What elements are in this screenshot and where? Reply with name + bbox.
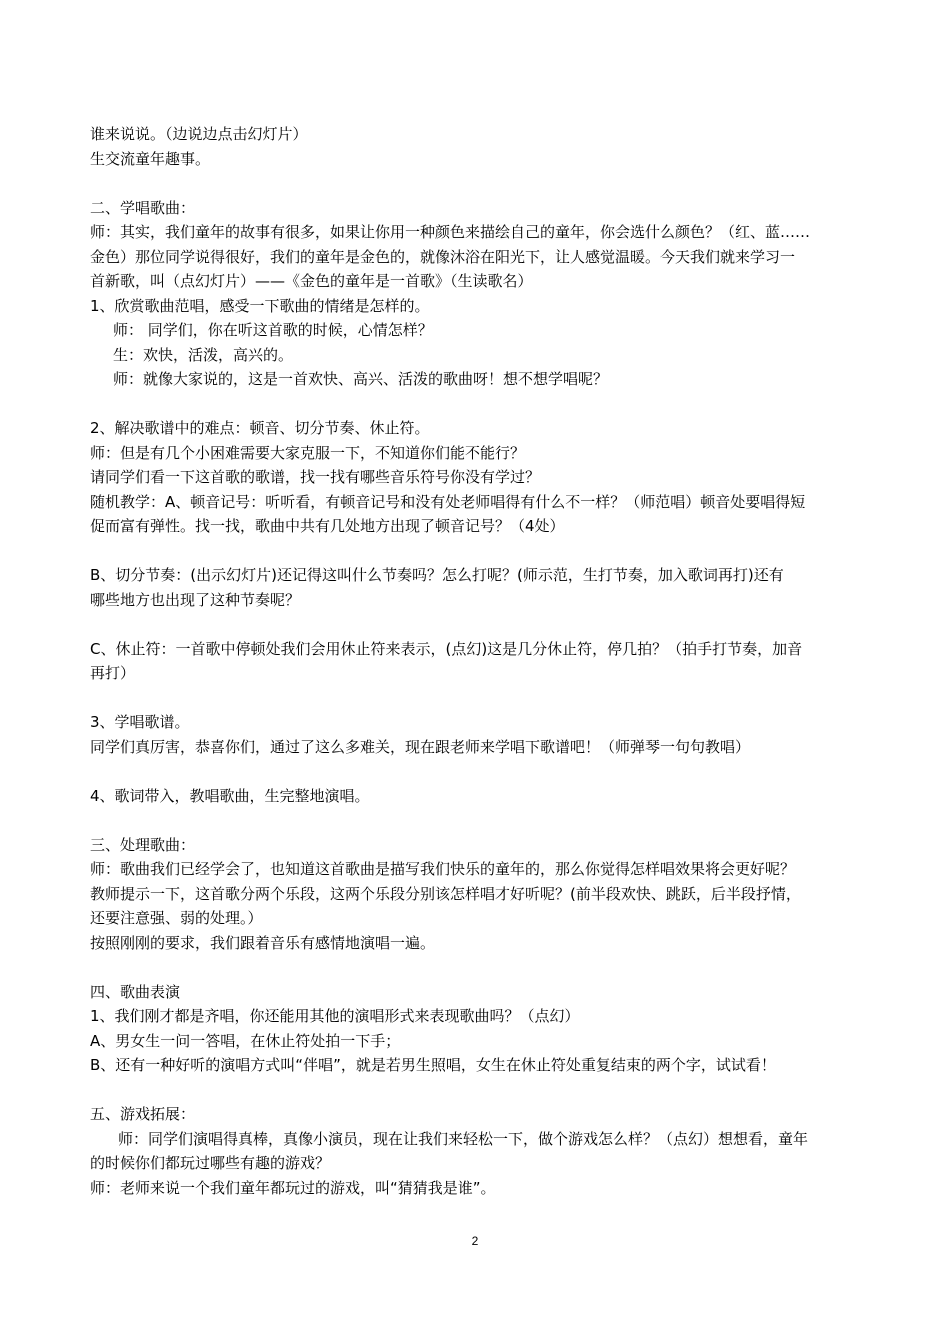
text-line: 4、歌词带入，教唱歌曲，生完整地演唱。 <box>90 786 370 805</box>
blank-line <box>90 1078 865 1103</box>
blank-line <box>90 686 865 711</box>
blank-line <box>90 808 865 833</box>
text-line: 哪些地方也出现了这种节奏呢？ <box>90 590 301 609</box>
text-line: 的时候你们都玩过哪些有趣的游戏？ <box>90 1154 331 1172</box>
text-line: 生交流童年趣事。 <box>90 149 211 168</box>
text-line: 随机教学：A、顿音记号：听听看，有顿音记号和没有处老师唱得有什么不一样？（师范唱）顿音处要唱得短 <box>90 492 806 511</box>
text-line: 生：欢快，活泼，高兴的。 <box>113 345 294 364</box>
text-line: 谁来说说。（边说边点击幻灯片） <box>90 125 308 143</box>
text-line: 师：但是有几个小困难需要大家克服一下，不知道你们能不能行？ <box>90 443 526 462</box>
text-line: A、男女生一问一答唱，在休止符处拍一下手； <box>90 1031 401 1050</box>
blank-line <box>90 612 865 637</box>
blank-line <box>90 392 865 417</box>
document-body <box>90 122 865 1200</box>
section-heading: 五、游戏拓展： <box>90 1105 196 1123</box>
text-line: 2、解决歌谱中的难点：顿音、切分节奏、休止符。 <box>90 419 430 437</box>
text-line: 3、学唱歌谱。 <box>90 713 190 731</box>
text-line: B、切分节奏：(出示幻灯片)还记得这叫什么节奏吗？怎么打呢？(师示范，生打节奏，加入歌词再打)还有 <box>90 566 784 584</box>
text-line: 师： 同学们，你在听这首歌的时候，心情怎样？ <box>113 321 433 339</box>
text-line: 师：就像大家说的，这是一首欢快、高兴、活泼的歌曲呀！想不想学唱呢？ <box>113 370 609 388</box>
text-line: 请同学们看一下这首歌的歌谱，找一找有哪些音乐符号你没有学过？ <box>90 468 541 486</box>
text-line: 促而富有弹性。找一找，歌曲中共有几处地方出现了顿音记号？（4处） <box>90 517 565 535</box>
text-line: 师：同学们演唱得真棒，真像小演员，现在让我们来轻松一下，做个游戏怎么样？（点幻）想想看，童年 <box>118 1129 809 1148</box>
text-line: 1、我们刚才都是齐唱，你还能用其他的演唱形式来表现歌曲吗？（点幻） <box>90 1007 580 1025</box>
text-line: 师：歌曲我们已经学会了，也知道这首歌曲是描写我们快乐的童年的，那么你觉得怎样唱效果将会更好呢？ <box>90 860 796 878</box>
text-line: 1、欣赏歌曲范唱，感受一下歌曲的情绪是怎样的。 <box>90 296 430 315</box>
text-line: 同学们真厉害，恭喜你们，通过了这么多难关，现在跟老师来学唱下歌谱吧！（师弹琴一句句教唱） <box>90 737 751 756</box>
text-line: 按照刚刚的要求，我们跟着音乐有感情地演唱一遍。 <box>90 933 436 952</box>
section-heading: 三、处理歌曲： <box>90 835 196 854</box>
section-heading: 四、歌曲表演 <box>90 982 181 1001</box>
text-line: 教师提示一下，这首歌分两个乐段，这两个乐段分别该怎样唱才好听呢？(前半段欢快、跳跃，后半段抒情， <box>90 884 801 903</box>
text-line: 师：其实，我们童年的故事有很多，如果让你用一种颜色来描绘自己的童年，你会选什么颜色？（红、蓝…… <box>90 223 811 241</box>
text-line: 还要注意强、弱的处理。） <box>90 909 263 927</box>
blank-line <box>90 759 865 784</box>
text-line: 金色）那位同学说得很好，我们的童年是金色的，就像沐浴在阳光下，让人感觉温暖。今天我们就来学习一 <box>90 247 796 266</box>
text-line: 再打） <box>90 664 136 682</box>
blank-line <box>90 171 865 196</box>
text-line: 首新歌，叫（点幻灯片）——《金色的童年是一首歌》（生读歌名） <box>90 272 533 290</box>
text-line: 师：老师来说一个我们童年都玩过的游戏，叫“猜猜我是谁”。 <box>90 1178 496 1197</box>
page-number: 2 <box>471 1234 479 1248</box>
blank-line <box>90 539 865 564</box>
section-heading: 二、学唱歌曲： <box>90 198 196 217</box>
text-line: B、还有一种好听的演唱方式叫“伴唱”，就是若男生照唱，女生在休止符处重复结束的两个字，试试看！ <box>90 1056 776 1074</box>
blank-line <box>90 955 865 980</box>
text-line: C、休止符：一首歌中停顿处我们会用休止符来表示，(点幻)这是几分休止符，停几拍？（拍手打节奏，加音 <box>90 639 803 658</box>
